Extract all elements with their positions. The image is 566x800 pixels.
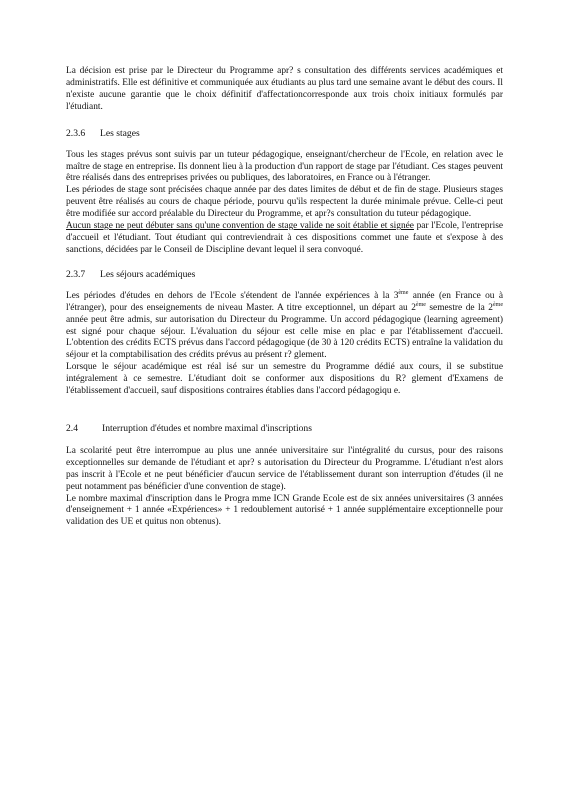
section-number: 2.3.6 xyxy=(66,127,86,139)
section-title: Interruption d'études et nombre maximal d'inscriptions xyxy=(102,422,312,434)
section-number: 2.3.7 xyxy=(66,268,86,280)
document-page xyxy=(66,66,503,529)
stages-paragraph-1: Tous les stages prévus sont suivis par un tuteur pédagogique, enseignant/chercheur de l'Ecole, en relation avec le maître de stage en entreprise. Ils donnent lieu à la production d'un rapport de stage par l'étudiant. Ces stages peuvent être réalisés dans des entreprises privées ou publiques, des laboratoires, en France ou à l'étranger. xyxy=(66,149,503,184)
section-title: Les séjours académiques xyxy=(100,268,196,280)
section-heading-sejours xyxy=(66,269,503,281)
sejours-paragraph-1 xyxy=(66,291,503,362)
superscript: ème xyxy=(398,289,409,296)
text-run: année peut être admis, sur autorisation du Directeur du Programme. Un accord pédagogique (learning agreement) est signé pour chaque séjour. L'évaluation du séjour est celle mise en plac e par l'établissement d'accueil. L'obtention des crédits ECTS prévus dans l'accord pédagogique (de 30 à 120 crédits ECTS) entraîne la validation du séjour et la comptabilisation des crédits prévus au présent r? glement. xyxy=(66,314,503,361)
convention-requirement-text: Aucun stage ne peut débuter sans qu'une convention de stage valide ne soit établie et signée xyxy=(66,221,414,232)
section-heading-stages xyxy=(66,128,503,140)
stages-paragraph-3-rest: par l'Ecole, l'entreprise d'accueil et l'étudiant. Tout étudiant qui contreviendrait à ces dispositions commet une faute et s'expose à des sanctions, décidées par le Conseil de Discipline devant lequel il sera convoqué. xyxy=(66,221,504,255)
text-run: semestre de la 2 xyxy=(425,302,493,313)
superscript: ème xyxy=(415,301,426,308)
text-run: Les périodes d'études en dehors de l'Ecole s'étendent de l'année expériences à la 3 xyxy=(66,290,399,301)
interruption-paragraph-1: La scolarité peut être interrompue au plus une année universitaire sur l'intégralité du cursus, pour des raisons exceptionnelles sur demande de l'étudiant et apr? s autorisation du Directeur du Programme. L'étudiant n'est alors pas inscrit à l'Ecole et ne peut bénéficier d'aucun service de l'établissement durant son interruption d'études (il ne peut notamment pas bénéficier d'une convention de stage). xyxy=(66,445,503,492)
sejours-paragraph-2: Lorsque le séjour académique est réal isé sur un semestre du Programme dédié aux cours, il se substitue intégralement à ce semestre. L'étudiant doit se conformer aux dispositions du R? glement d'Examens de l'établissement d'accueil, sauf dispositions contraires établies dans l'accord pédagogiqu e. xyxy=(66,362,503,397)
section-title: Les stages xyxy=(100,127,140,139)
section-heading-interruption xyxy=(66,423,503,435)
stages-paragraph-3 xyxy=(66,221,503,257)
interruption-paragraph-2: Le nombre maximal d'inscription dans le Progra mme ICN Grande Ecole est de six années universitaires (3 années d'enseignement + 1 année «Expériences» + 1 redoublement autorisé + 1 année supplémentaire exceptionnelle pour validation des UE et quitus non obtenus). xyxy=(66,493,503,528)
section-number: 2.4 xyxy=(66,422,78,434)
superscript: ème xyxy=(493,301,503,308)
text-run: année (en France ou à l'étranger), pour des enseignements de niveau Master. A titre exceptionnel, un départ au 2 xyxy=(66,290,503,313)
stages-paragraph-2: Les périodes de stage sont précisées chaque année par des dates limites de début et de fin de stage. Plusieurs stages peuvent être réalisés au cours de chaque période, pourvu qu'ils respectent la durée minimale prévue. Celle-ci peut être modifiée sur accord préalable du Directeur du Programme, et apr?s consultation du tuteur pédagogique. xyxy=(66,185,503,220)
intro-paragraph: La décision est prise par le Directeur du Programme apr? s consultation des différents services académiques et administratifs. Elle est définitive et communiquée aux étudiants au plus tard une semaine avant le début des cours. Il n'existe aucune garantie que le choix définitif d'affectationcorresponde aux trois choix initiaux formulés par l'étudiant. xyxy=(66,66,503,112)
